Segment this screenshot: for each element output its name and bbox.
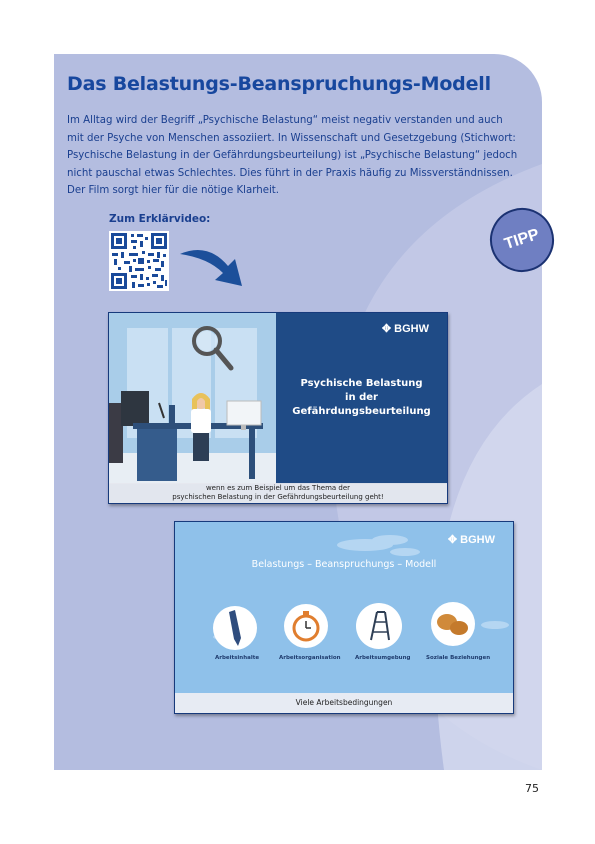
icon-label: Arbeitsumgebung (355, 655, 411, 661)
video-thumbnail-psychische-belastung[interactable] (108, 312, 448, 504)
intro-line: Psychische Belastung in der Gefährdungsbeurteilung) ist „Psychische Belastung“ jedoch (67, 150, 518, 162)
bghw-logo-icon: ✥ (447, 534, 461, 546)
intro-line: mit der Psyche von Menschen assoziiert. In Wissenschaft und Gesetzgebung (Stichwort: (67, 132, 516, 144)
video-thumbnail-belastungs-modell[interactable] (174, 521, 514, 714)
icon-label: Arbeitsinhalte (215, 655, 260, 661)
tip-badge-label: TIPP (502, 225, 542, 254)
ladder-icon (356, 603, 402, 649)
intro-line: Der Film sorgt hier für die nötige Klarheit. (67, 185, 280, 197)
video-title: Belastungs – Beanspruchungs – Modell (251, 559, 437, 570)
bghw-logo-icon: ✥ (381, 323, 395, 335)
curved-arrow-icon (178, 242, 250, 292)
tip-badge (490, 208, 554, 272)
model-illustration (175, 522, 513, 713)
icon-label: Arbeitsorganisation (279, 655, 341, 661)
intro-paragraph (67, 112, 533, 200)
bghw-logo: ✥ BGHW (447, 534, 495, 546)
bghw-logo: ✥ BGHW (381, 323, 429, 335)
chat-bubbles-icon (431, 602, 475, 646)
video-title-panel (276, 313, 447, 484)
stopwatch-icon (284, 604, 328, 648)
qr-code[interactable] (109, 231, 169, 291)
page-number: 75 (525, 782, 539, 795)
intro-line: Im Alltag wird der Begriff „Psychische Belastung“ meist negativ verstanden und auch (67, 115, 503, 126)
icon-label: Soziale Beziehungen (426, 655, 491, 661)
pen-icon (213, 606, 257, 650)
qr-label: Zum Erklärvideo: (109, 213, 211, 225)
video-subtitle: wenn es zum Beispiel um das Thema der psychischen Belastung in der Gefährdungsbeurteilung geht! (109, 483, 447, 503)
video-subtitle: Viele Arbeitsbedingungen (175, 693, 513, 713)
page-title: Das Belastungs-Beanspruchungs-Modell (67, 73, 491, 95)
intro-line: nicht pauschal etwas Schlechtes. Dies führt in der Praxis häufig zu Missverständnissen. (67, 167, 513, 179)
video-title: Psychische Belastung in der Gefährdungsbeurteilung (292, 378, 431, 417)
